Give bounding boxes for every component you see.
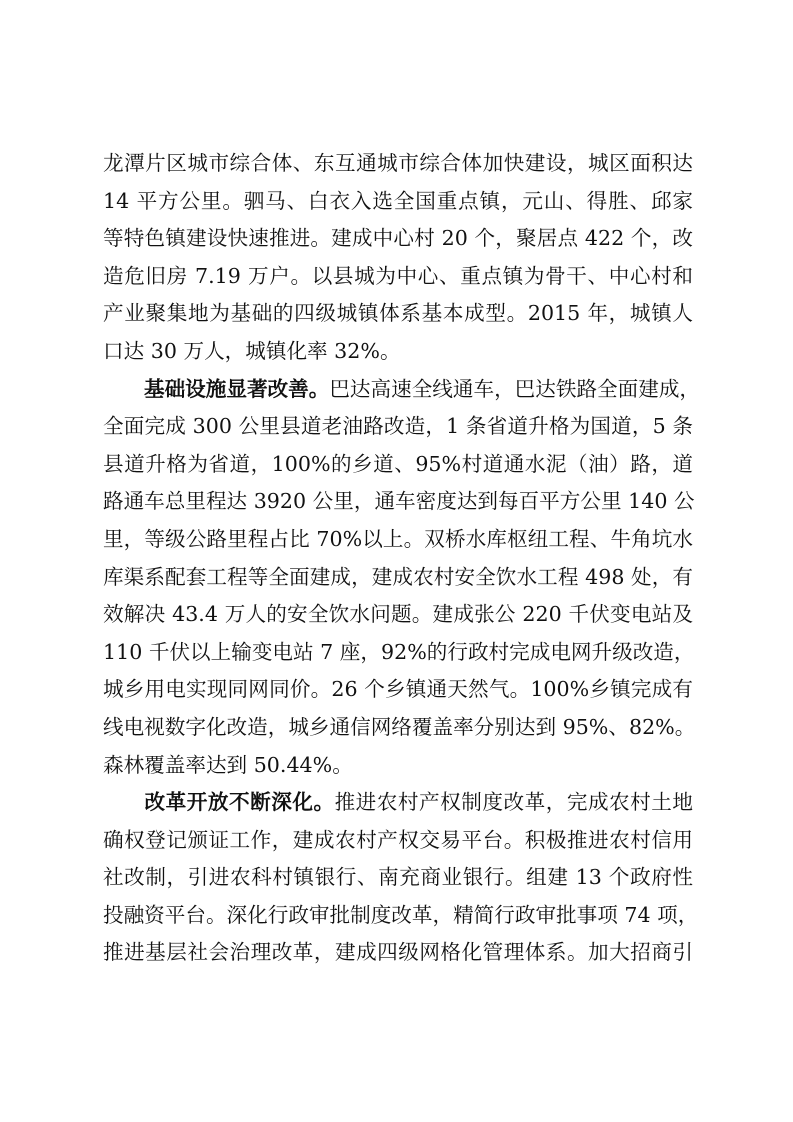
text-line: 口达 30 万人，城镇化率 32%。 [103,338,401,363]
text-run: 推进农村产权制度改革，完成农村土地 [334,790,694,815]
text-line: 等特色镇建设快速推进。建成中心村 20 个，聚居点 422 个，改 [103,226,693,251]
text-line: 产业聚集地为基础的四级城镇体系基本成型。2015 年，城镇人 [103,301,693,326]
document-page [103,145,701,972]
text-line: 线电视数字化改造，城乡通信网络覆盖率分别达到 95%、82%。 [103,714,696,739]
text-line: 路通车总里程达 3920 公里，通车密度达到每百平方公里 140 公 [103,489,695,514]
text-line: 推进基层社会治理改革，建成四级网格化管理体系。加大招商引 [103,940,693,965]
text-line: 社改制，引进农科村镇银行、南充商业银行。组建 13 个政府性 [103,865,693,890]
paragraph-urbanization [103,145,693,371]
paragraph-infrastructure [103,371,701,785]
text-line: 库渠系配套工程等全面建成，建成农村安全饮水工程 498 处，有 [103,564,693,589]
text-line: 效解决 43.4 万人的安全饮水问题。建成张公 220 千伏变电站及 [103,602,693,627]
text-line: 县道升格为省道，100%的乡道、95%村道通水泥（油）路，道 [103,451,693,476]
text-line: 确权登记颁证工作，建成农村产权交易平台。积极推进农村信用 [103,827,693,852]
text-line: 森林覆盖率达到 50.44%。 [103,752,353,777]
text-line-first [103,371,701,409]
text-line: 投融资平台。深化行政审批制度改革，精简行政审批事项 74 项， [103,902,699,927]
text-run: 巴达高速全线通车，巴达铁路全面建成， [329,376,701,401]
text-line: 110 千伏以上输变电站 7 座，92%的行政村完成电网升级改造， [103,639,695,664]
paragraph-reform [103,784,699,972]
text-line: 龙潭片区城市综合体、东互通城市综合体加快建设，城区面积达 [103,151,693,175]
text-line-first [103,784,693,822]
text-line: 全面完成 300 公里县道老油路改造，1 条省道升格为国道，5 条 [103,414,693,439]
section-heading-reform: 改革开放不断深化。 [144,790,335,815]
section-heading-infrastructure: 基础设施显著改善。 [144,376,330,401]
text-line: 14 平方公里。驷马、白衣入选全国重点镇，元山、得胜、邱家 [103,188,693,213]
text-line: 造危旧房 7.19 万户。以县城为中心、重点镇为骨干、中心村和 [103,263,693,288]
text-line: 城乡用电实现同网同价。26 个乡镇通天然气。100%乡镇完成有 [103,677,693,702]
text-line: 里，等级公路里程占比 70%以上。双桥水库枢纽工程、牛角坑水 [103,526,693,551]
